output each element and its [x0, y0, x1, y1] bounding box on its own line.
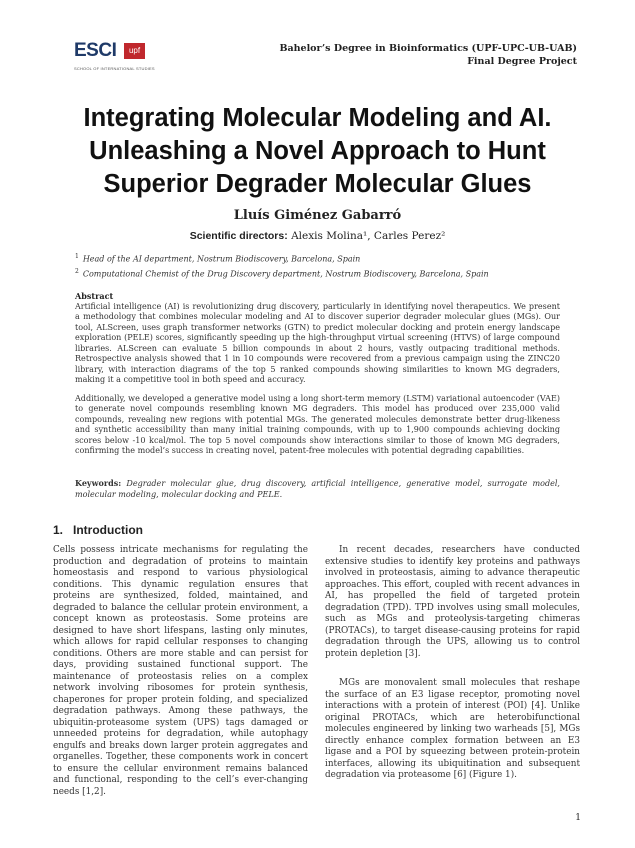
logo-tagline: SCHOOL OF INTERNATIONAL STUDIES — [74, 66, 155, 71]
affiliations — [75, 251, 489, 280]
header-project: Final Degree Project — [467, 56, 577, 67]
header-degree: Bahelor’s Degree in Bioinformatics (UPF-UPC-UB-UAB) — [279, 43, 577, 54]
body-paragraph: In recent decades, researchers have conducted extensive studies to identify key proteins and pathways involved in proteostasis, aiming to advance therapeutic approaches. This effort, coupled with recent advances in AI, has propelled the field of targeted protein degradation (TPD). TPD involves using small molecules, such as MGs and proteolysis-targeting chimeras (PROTACs), to target disease-causing proteins for rapid degradation through the UPS, allowing us to control protein depletion [3]. — [325, 545, 580, 659]
affiliation-text: Head of the AI department, Nostrum Biodiscovery, Barcelona, Spain — [82, 254, 361, 264]
page-number: 1 — [575, 813, 581, 823]
abstract-heading: Abstract — [75, 291, 114, 301]
body-column-left — [53, 545, 308, 798]
body-paragraph: MGs are monovalent small molecules that reshape the surface of an E3 ligase receptor, promoting novel interactions with a protein of interest (POI) [4]. Unlike original PROTACs, which are heterobifunctional molecules engineered by linking two warheads [5], MGs directly enhance complex formation between an E3 ligase and a POI by squeezing between protein-protein interfaces, allowing its ubiquitination and subsequent degradation via proteasome [6] (Figure 1). — [325, 678, 580, 780]
affiliation-text: Computational Chemist of the Drug Discovery department, Nostrum Biodiscovery, Barcelona, Spain — [82, 269, 489, 279]
abstract-paragraph-2: Additionally, we developed a generative model using a long short-term memory (LSTM) variational autoencoder (VAE) to generate novel compounds resembling known MG degraders. This model has produced over 235,000 valid compounds, revealing new regions with potential MGs. The generated molecules demonstrate better drug-likeness and synthetic accessibility than many initial training compounds, with up to 1,900 compounds achieving docking scores below -10 kcal/mol. The top 5 novel compounds show interactions similar to those of known MG degraders, confirming the model’s success in creating novel, patent-free molecules with potential degrading capabilities. — [75, 393, 560, 455]
keywords-text: Degrader molecular glue, drug discovery, artificial intelligence, generative model, surrogate model, molecular modeling, molecular docking and PELE. — [75, 479, 560, 499]
running-header — [279, 42, 577, 68]
section-heading-introduction — [53, 523, 143, 537]
abstract-paragraph-1: Artificial intelligence (AI) is revolutionizing drug discovery, particularly in identifying novel therapeutics. We present a methodology that combines molecular modeling and AI to discover superior degrader molecular glues (MGs). Our tool, ALScreen, uses graph transformer networks (GTN) to predict molecular docking and protein energy landscape exploration (PELE) scores, significantly speeding up the high-throughput virtual screening (HTVS) of large compound libraries. ALScreen can evaluate 5 billion compounds in about 2 hours, vastly outpacing traditional methods. Retrospective analysis showed that 1 in 10 compounds were recovered from a previous campaign using the ZINC20 library, with interaction diagrams of the top 5 ranked compounds showing similarities to known MG degraders, making it a competitive tool in both speed and accuracy. — [75, 301, 560, 384]
keywords — [75, 478, 560, 500]
directors-names: Alexis Molina¹, Carles Perez² — [291, 230, 446, 242]
logo-upf-badge: upf — [124, 43, 145, 59]
section-title: Introduction — [73, 523, 143, 537]
body-paragraph: Cells possess intricate mechanisms for regulating the production and degradation of proteins to maintain homeostasis and respond to various physiological conditions. This dynamic regulation ensures that proteins are synthesized, folded, maintained, and degraded to balance the cellular protein environment, a concept known as proteostasis. Some proteins are designed to have short lifespans, lasting only minutes, which allows for rapid cellular responses to changing conditions. Others are more stable and can persist for days, providing sustained functional support. The maintenance of proteostasis relies on a complex network involving ribosomes for protein synthesis, chaperones for proper protein folding, and specialized degradation pathways. Among these pathways, the ubiquitin-proteasome system (UPS) tags damaged or unneeded proteins for degradation, while autophagy engulfs and breaks down larger protein aggregates and organelles. Together, these components work in concert to ensure the cellular environment remains balanced and functional, responding to the cell’s ever-changing needs [1,2]. — [53, 545, 308, 797]
abstract — [75, 291, 560, 465]
affiliation-number: 1 — [75, 253, 79, 260]
keywords-label: Keywords: — [75, 478, 122, 488]
section-number: 1. — [53, 523, 64, 537]
esci-upf-logo — [74, 40, 155, 78]
paper-title: Integrating Molecular Modeling and AI. Unleashing a Novel Approach to Hunt Superior Degrader Molecular Glues — [83, 104, 552, 198]
body-column-right — [325, 545, 580, 782]
affiliation-number: 2 — [75, 267, 79, 275]
affiliation-item — [75, 266, 489, 281]
author-name: Lluís Giménez Gabarró — [233, 208, 402, 223]
logo-esci-text: ESCI — [74, 40, 117, 61]
affiliation-item — [75, 251, 489, 266]
scientific-directors — [0, 230, 635, 242]
directors-label: Scientific directors: — [189, 230, 288, 242]
